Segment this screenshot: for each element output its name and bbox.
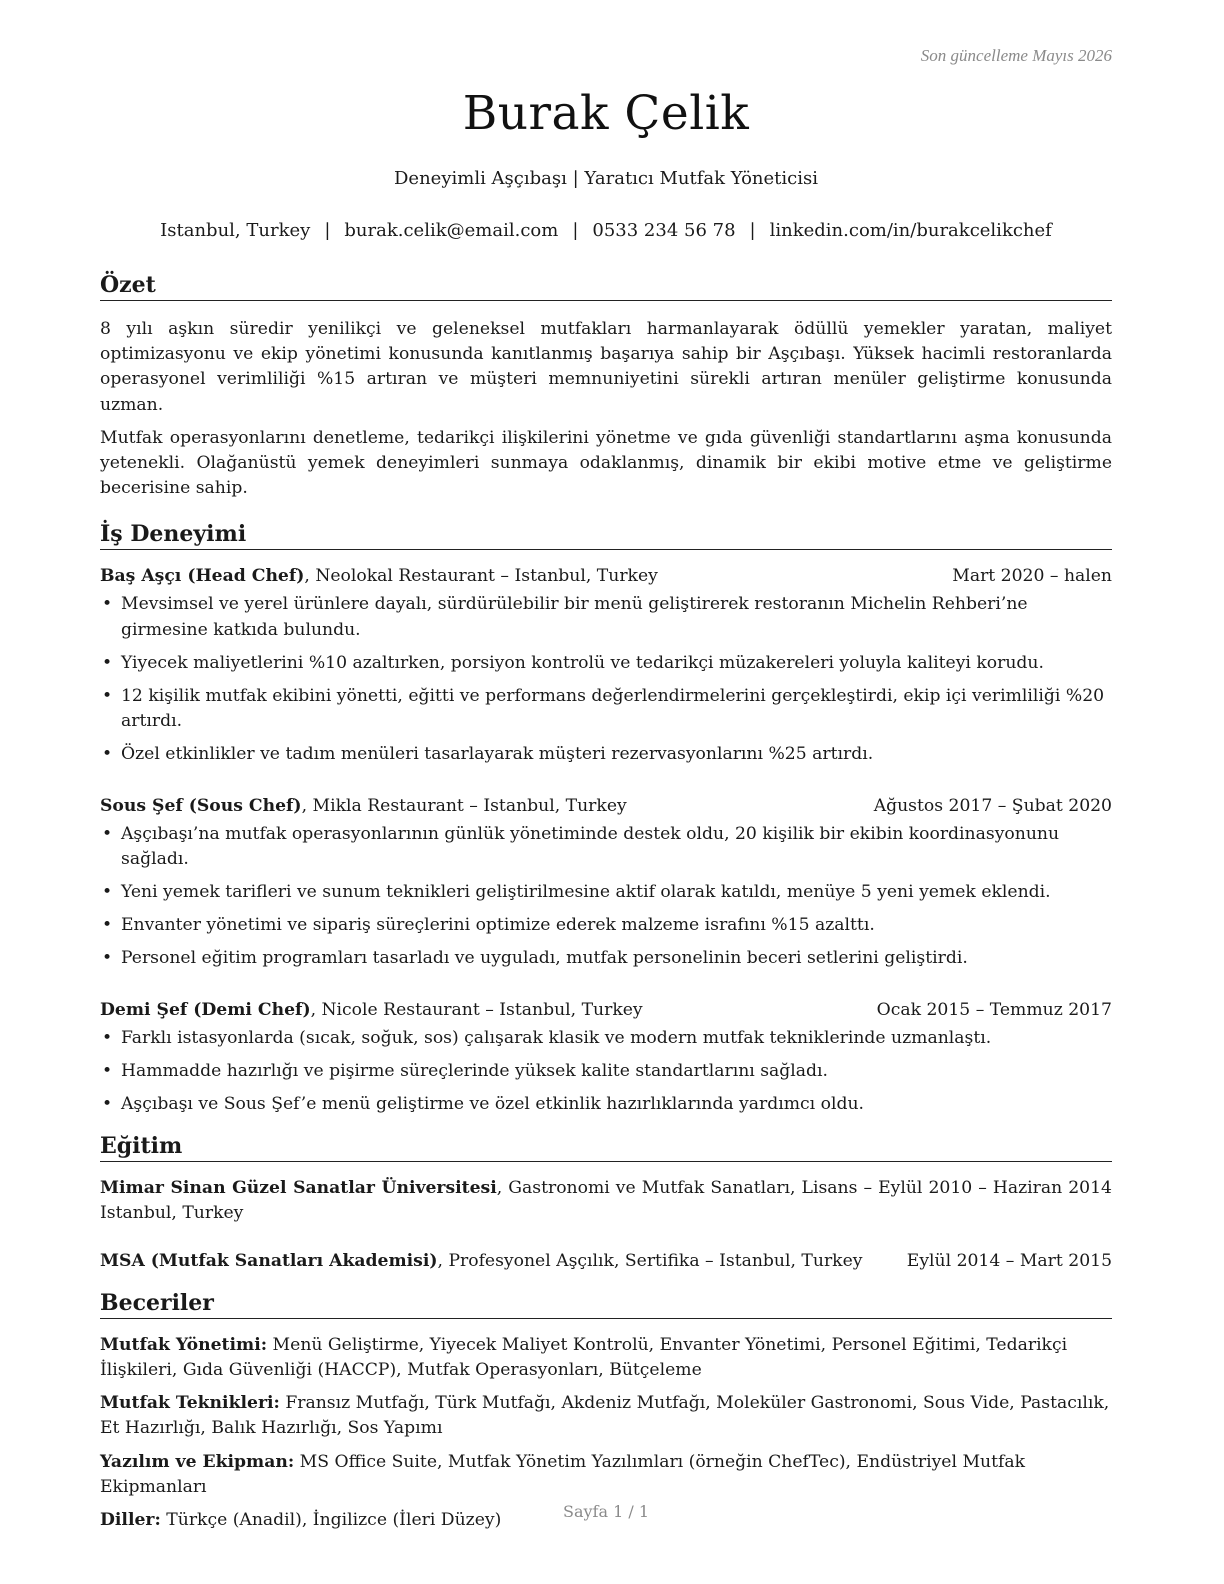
job-bullet-text: Aşçıbaşı ve Sous Şef’e menü geliştirme ve özel etkinlik hazırlıklarında yardımcı oldu. [121, 1094, 864, 1115]
bullet-icon: • [102, 744, 113, 765]
education-entry [100, 1176, 1112, 1226]
job-bullet-text: Yiyecek maliyetlerini %10 azaltırken, porsiyon kontrolü ve tedarikçi müzakereleri yoluyla kaliteyi korudu. [121, 652, 1044, 673]
experience-section [100, 521, 1112, 1117]
skill-row [100, 1391, 1112, 1441]
job-role: Baş Aşçı (Head Chef) [100, 566, 305, 587]
bullet-icon: • [102, 1094, 113, 1115]
bullet-icon: • [102, 686, 113, 707]
skill-value: Türkçe (Anadil), İngilizce (İleri Düzey) [160, 1510, 502, 1531]
job-bullet [100, 1026, 1112, 1051]
section-title-summary: Özet [100, 272, 1112, 301]
skill-row [100, 1333, 1112, 1383]
bullet-icon: • [102, 594, 113, 615]
job-bullet [100, 822, 1112, 872]
summary-paragraph: 8 yılı aşkın süredir yenilikçi ve geleneksel mutfakları harmanlayarak ödüllü yemekler yaratan, maliyet optimizasyonu ve ekip yönetimi konusunda kanıtlanmış başarıya sahip bir Aşçıbaşı. Yüksek hacimli restoranlarda operasyonel verimliliği %15 artıran ve müşteri memnuniyetini sürekli artıran menüler geliştirme konusunda uzman. [100, 319, 1112, 415]
job-dates: Ocak 2015 – Temmuz 2017 [876, 999, 1112, 1020]
education-school: Mimar Sinan Güzel Sanatlar Üniversitesi [100, 1178, 497, 1199]
job-header [100, 564, 1112, 588]
bullet-icon: • [102, 948, 113, 969]
skill-label: Mutfak Yönetimi: [100, 1334, 268, 1355]
bullet-icon: • [102, 915, 113, 936]
summary-section [100, 272, 1112, 501]
job-role: Sous Şef (Sous Chef) [100, 795, 302, 816]
education-detail: , Profesyonel Aşçılık, Sertifika – Istanbul, Turkey [437, 1250, 863, 1271]
section-title-education: Eğitim [100, 1133, 1112, 1162]
education-detail: , Gastronomi ve Mutfak Sanatları, Lisans – Eylül 2010 – Haziran 2014 Istanbul, Turkey [100, 1178, 1112, 1224]
job-employer: , Mikla Restaurant – Istanbul, Turkey [301, 795, 627, 816]
section-title-skills: Beceriler [100, 1290, 1112, 1319]
summary-paragraph: Mutfak operasyonlarını denetleme, tedarikçi ilişkilerini yönetme ve gıda güvenliği standartlarını aşma konusunda yetenekli. Olağanüstü yemek deneyimleri sunmaya odaklanmış, dinamik bir ekibi motive etme ve geliştirme becerisine sahip. [100, 427, 1112, 499]
skill-label: Yazılım ve Ekipman: [100, 1451, 295, 1472]
job-bullet-text: Hammadde hazırlığı ve pişirme süreçlerinde yüksek kalite standartlarını sağladı. [121, 1060, 829, 1081]
job-employer: , Neolokal Restaurant – Istanbul, Turkey [304, 566, 658, 587]
bullet-icon: • [102, 652, 113, 673]
job-header [100, 998, 1112, 1022]
job-entry [100, 998, 1112, 1118]
contact-email[interactable]: burak.celik@email.com [344, 220, 559, 241]
bullet-icon: • [102, 1060, 113, 1081]
education-section [100, 1133, 1112, 1274]
job-entry [100, 794, 1112, 972]
job-header [100, 794, 1112, 818]
skill-row [100, 1450, 1112, 1500]
education-school: MSA (Mutfak Sanatları Akademisi) [100, 1250, 438, 1271]
contact-separator: | [749, 220, 756, 241]
contact-separator: | [572, 220, 579, 241]
bullet-icon: • [102, 882, 113, 903]
skill-value: MS Office Suite, Mutfak Yönetim Yazılımları (örneğin ChefTec), Endüstriyel Mutfak Ekipmanları [100, 1451, 1026, 1497]
education-dates: Eylül 2014 – Mart 2015 [906, 1250, 1112, 1271]
job-title-line [100, 998, 643, 1022]
bullet-icon: • [102, 1027, 113, 1048]
job-dates: Mart 2020 – halen [952, 566, 1112, 587]
job-bullet [100, 651, 1112, 676]
skill-value: Menü Geliştirme, Yiyecek Maliyet Kontrolü, Envanter Yönetimi, Personel Eğitimi, Tedarikçi İlişkileri, Gıda Güvenliği (HACCP), Mutfak Operasyonları, Bütçeleme [100, 1334, 1068, 1381]
page-number: Sayfa 1 / 1 [562, 1502, 649, 1521]
job-bullet [100, 946, 1112, 971]
job-bullet-text: Personel eğitim programları tasarladı ve uyguladı, mutfak personelinin beceri setlerini geliştirdi. [121, 948, 968, 969]
job-bullet-text: Özel etkinlikler ve tadım menüleri tasarlayarak müşteri rezervasyonlarını %25 artırdı. [121, 744, 874, 765]
skill-label: Diller: [100, 1510, 161, 1531]
job-bullets [100, 822, 1112, 972]
job-bullets [100, 592, 1112, 767]
job-bullet [100, 684, 1112, 734]
job-dates: Ağustos 2017 – Şubat 2020 [873, 795, 1112, 816]
last-updated-note: Son güncelleme Mayıs 2026 [920, 46, 1112, 65]
resume-body [100, 272, 1112, 1533]
skills-section [100, 1290, 1112, 1533]
resume-page [100, 0, 1112, 1584]
bullet-icon: • [102, 823, 113, 844]
job-bullets [100, 1026, 1112, 1118]
job-title-line [100, 564, 658, 588]
skill-label: Mutfak Teknikleri: [100, 1393, 280, 1414]
contact-linkedin[interactable]: linkedin.com/in/burakcelikchef [769, 220, 1052, 241]
contact-line [100, 220, 1112, 241]
job-bullet [100, 592, 1112, 642]
job-bullet [100, 913, 1112, 938]
contact-separator: | [324, 220, 331, 241]
section-title-experience: İş Deneyimi [100, 521, 1112, 550]
job-bullet-text: Yeni yemek tarifleri ve sunum teknikleri geliştirilmesine aktif olarak katıldı, menüye 5 yeni yemek eklendi. [121, 882, 1051, 903]
candidate-subtitle: Deneyimli Aşçıbaşı | Yaratıcı Mutfak Yöneticisi [394, 168, 818, 189]
contact-location: Istanbul, Turkey [160, 220, 311, 241]
job-employer: , Nicole Restaurant – Istanbul, Turkey [310, 999, 643, 1020]
job-title-line [100, 794, 627, 818]
job-entry [100, 564, 1112, 767]
job-role: Demi Şef (Demi Chef) [100, 999, 311, 1020]
education-entry [100, 1249, 1112, 1274]
job-bullet-text: Farklı istasyonlarda (sıcak, soğuk, sos) çalışarak klasik ve modern mutfak tekniklerinde uzmanlaştı. [121, 1027, 992, 1048]
job-bullet-text: Mevsimsel ve yerel ürünlere dayalı, sürdürülebilir bir menü geliştirerek restoranın Michelin Rehberi’ne girmesine katkıda bulundu. [121, 594, 1028, 640]
job-bullet-text: 12 kişilik mutfak ekibini yönetti, eğitti ve performans değerlendirmelerini gerçekleştirdi, ekip içi verimliliği %20 artırdı. [121, 686, 1105, 732]
contact-phone: 0533 234 56 78 [592, 220, 736, 241]
candidate-name: Burak Çelik [462, 86, 750, 141]
job-bullet [100, 742, 1112, 767]
education-title-line [100, 1249, 862, 1274]
skill-value: Fransız Mutfağı, Türk Mutfağı, Akdeniz Mutfağı, Moleküler Gastronomi, Sous Vide, Pastacılık, Et Hazırlığı, Balık Hazırlığı, Sos Yapımı [100, 1393, 1110, 1439]
job-bullet [100, 1092, 1112, 1117]
job-bullet [100, 880, 1112, 905]
job-bullet-text: Envanter yönetimi ve sipariş süreçlerini optimize ederek malzeme israfını %15 azalttı. [121, 915, 875, 936]
job-bullet-text: Aşçıbaşı’na mutfak operasyonlarının günlük yönetiminde destek oldu, 20 kişilik bir ekibin koordinasyonunu sağladı. [121, 823, 1060, 869]
job-bullet [100, 1059, 1112, 1084]
